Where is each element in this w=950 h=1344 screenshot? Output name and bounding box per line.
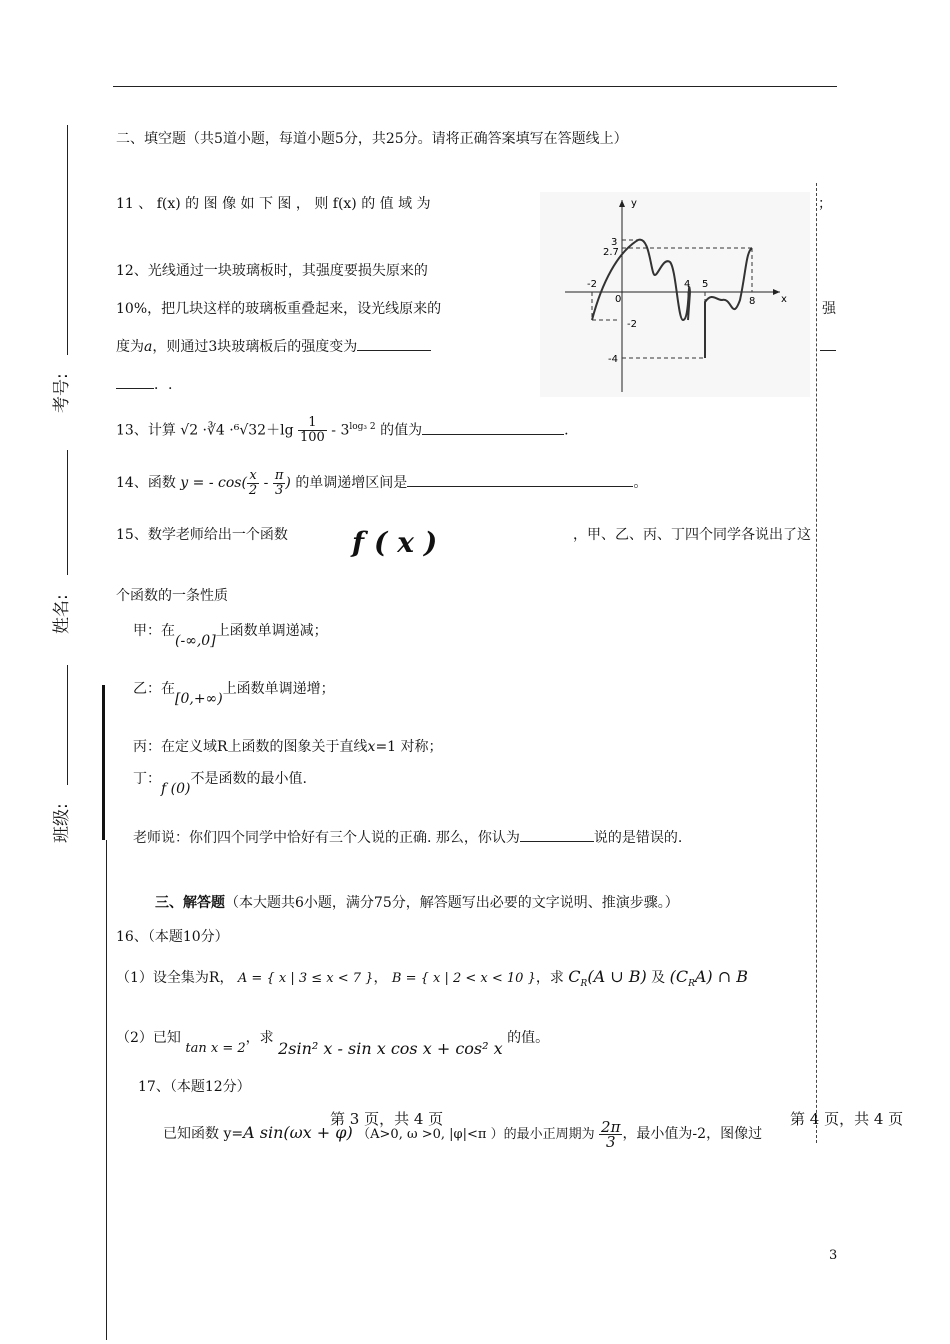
q16-heading: 16、（本题10分） — [116, 929, 229, 945]
q13-prefix: 13、计算 — [116, 422, 176, 439]
tick-y-3: 3 — [611, 237, 618, 248]
function-graph — [540, 192, 810, 397]
jia-interval: (-∞,0] — [175, 633, 216, 649]
tick-x-8: 8 — [749, 296, 756, 307]
q15-prefix: 15、数学老师给出一个函数 — [116, 527, 288, 543]
union-expr: (A ∪ B) — [587, 967, 647, 986]
margin-line-exam-no — [67, 125, 68, 355]
q13-exponent: log₃ 2 — [349, 422, 376, 432]
q14-frac2-num: π — [274, 467, 284, 483]
q16-1-sep: ， — [373, 970, 388, 986]
column-divider — [816, 183, 817, 1143]
ding-label: 丁： — [133, 771, 161, 787]
q14-end: 。 — [633, 475, 648, 491]
set-B: B = { x | 2 < x < 10 } — [391, 971, 536, 986]
q13-frac-num: 1 — [298, 416, 327, 431]
q16-part1 — [116, 962, 748, 999]
q14-frac2 — [273, 469, 286, 498]
tick-y-neg2: -2 — [627, 319, 637, 330]
ding-expr: f (0) — [161, 781, 191, 797]
section3-heading-bold: 三、解答题 — [155, 895, 225, 911]
y-axis-label: y — [631, 198, 637, 209]
complement-sub2: R — [688, 979, 695, 990]
q12-line1: 12、光线通过一块玻璃板时，其强度要损失原来的 — [116, 263, 428, 279]
q14-expr-a: y = - cos( — [180, 475, 247, 491]
bing-text: 丙：在定义域R上函数的图象关于直线 — [133, 739, 368, 755]
q14-frac1 — [247, 469, 259, 498]
q16-1-and: 及 — [651, 970, 666, 986]
q15-post: ，甲、乙、丙、丁四个同学各说出了这 — [573, 527, 811, 543]
q17-period-den: 3 — [605, 1132, 616, 1151]
footer-page-right: 第 4 页，共 4 页 — [790, 1110, 904, 1128]
binding-line-lower — [106, 840, 107, 1340]
q14-frac2-den: 3 — [274, 482, 284, 498]
tick-y-2-7: 2.7 — [603, 247, 619, 258]
complement-sub: R — [580, 979, 588, 990]
q12-line3 — [116, 336, 431, 356]
q15-function-fx: f(x) — [352, 526, 448, 559]
q13-post: 的值为 — [380, 422, 423, 439]
tick-x-5: 5 — [702, 279, 709, 290]
q12-line4-end: ．. — [154, 377, 173, 393]
statement-ding — [133, 768, 307, 797]
binding-bar-upper — [102, 685, 105, 840]
ding-text: 不是函数的最小值. — [190, 771, 307, 787]
q14-expr-b: ) — [285, 475, 291, 491]
x-axis-label: x — [781, 294, 787, 305]
q12-answer-blank-right[interactable] — [820, 336, 836, 351]
q12-blank-right — [820, 336, 836, 355]
set-A: A = { x | 3 ≤ x < 7 } — [237, 971, 374, 986]
q14-answer-blank[interactable] — [407, 472, 633, 487]
q16-1-expr1 — [568, 967, 647, 990]
q11-end: ； — [818, 196, 832, 212]
q17-function: A sin(ωx + φ) — [243, 1123, 353, 1142]
q15-answer-blank[interactable] — [520, 827, 594, 842]
margin-line-class — [67, 665, 68, 785]
name-label: 姓名: — [52, 594, 72, 634]
q17-period — [599, 1117, 622, 1151]
q16-2-ask: ，求 — [245, 1030, 274, 1046]
page-number: 3 — [829, 1248, 838, 1263]
yi-interval: [0,+∞) — [175, 691, 223, 707]
q11-text: 11 、 f(x) 的 图 像 如 下 图 ， 则 f(x) 的 值 域 为 — [116, 196, 431, 212]
q16-1-prefix: （1）设全集为R， — [116, 970, 234, 986]
q14-prefix: 14、函数 — [116, 475, 176, 491]
q17-text — [163, 1116, 762, 1152]
q16-1-ask: ，求 — [535, 970, 564, 986]
q12-line3-a: 度为 — [116, 339, 144, 355]
q17-heading: 17、（本题12分） — [138, 1079, 251, 1095]
teacher-text-b: 说的是错误的. — [593, 830, 683, 846]
q14-post: 的单调递增区间是 — [295, 475, 408, 491]
q13-frac-den: 100 — [299, 430, 325, 446]
q13-expr-b: - 3 — [331, 422, 350, 439]
tick-y-neg4: -4 — [608, 354, 618, 365]
exam-no-label: 考号: — [52, 373, 72, 413]
q13-answer-blank[interactable] — [422, 420, 564, 435]
complement-C2: (C — [669, 967, 689, 986]
jia-text: 上函数单调递减； — [215, 623, 328, 639]
q16-2-prefix: （2）已知 — [116, 1030, 181, 1046]
q12-answer-blank[interactable] — [357, 336, 431, 351]
q14 — [116, 466, 647, 500]
tick-x-0: 0 — [615, 294, 622, 305]
q12-var-a: a — [144, 339, 153, 355]
q16-2-end: 的值。 — [507, 1030, 550, 1046]
q13-end: . — [564, 422, 569, 439]
margin-line-name — [67, 450, 68, 575]
q13 — [116, 410, 569, 448]
q16-1-expr2 — [669, 967, 749, 990]
footer-page-left: 第 3 页，共 4 页 — [330, 1110, 444, 1128]
statement-jia — [133, 620, 328, 649]
trig-expression: 2sin² x - sin x cos x + cos² x — [278, 1039, 503, 1058]
section3-heading — [155, 892, 679, 912]
q13-expr-a: √2 ·∛4 ·⁶√32＋lg — [180, 422, 294, 439]
jia-label: 甲：在 — [133, 623, 175, 639]
tan-condition: tan x = 2 — [185, 1041, 246, 1056]
q14-frac1-num: x — [247, 469, 259, 484]
class-label: 班级: — [52, 803, 72, 843]
statement-bing — [133, 736, 443, 756]
complement-C: C — [568, 967, 581, 986]
q12-answer-blank-2[interactable] — [116, 374, 154, 389]
tick-x-4: 4 — [684, 279, 691, 290]
yi-text: 上函数单调递增； — [222, 681, 335, 697]
q13-fraction — [298, 416, 327, 445]
q12-line4 — [116, 374, 172, 394]
teacher-text-a: 老师说：你们四个同学中恰好有三个人说的正确. 那么，你认为 — [133, 830, 520, 846]
q14-minus: - — [263, 475, 269, 491]
q15-line2: 个函数的一条性质 — [116, 588, 228, 604]
q12-line2-end: 强 — [822, 301, 836, 317]
section2-heading: 二、填空题（共5道小题，每道小题5分，共25分。请将正确答案填写在答题线上） — [116, 131, 628, 147]
q16-part2 — [116, 1022, 550, 1058]
section3-heading-rest: （本大题共6小题，满分75分，解答题写出必要的文字说明、推演步骤。） — [225, 895, 679, 911]
statement-yi — [133, 678, 335, 707]
tick-x-neg2: -2 — [587, 279, 597, 290]
bing-var: x — [367, 739, 376, 755]
q17-suffix: ，最小值为-2，图像过 — [622, 1126, 763, 1142]
q14-frac1-den: 2 — [248, 482, 258, 498]
teacher-statement — [133, 827, 682, 847]
q12-line3-b: ，则通过3块玻璃板后的强度变为 — [152, 339, 358, 355]
q17-prefix: 已知函数 y= — [163, 1126, 244, 1142]
top-rule — [113, 86, 837, 87]
q17-period-num: 2π — [601, 1117, 621, 1136]
q17-conditions: （A>0, ω >0, |φ|<π ）的最小正周期为 — [357, 1127, 595, 1142]
q12-line2: 10%，把几块这样的玻璃板重叠起来，设光线原来的 — [116, 301, 442, 317]
bing-end: =1 对称； — [375, 739, 443, 755]
yi-label: 乙：在 — [133, 681, 175, 697]
intersection-expr: A) ∩ B — [694, 967, 749, 986]
